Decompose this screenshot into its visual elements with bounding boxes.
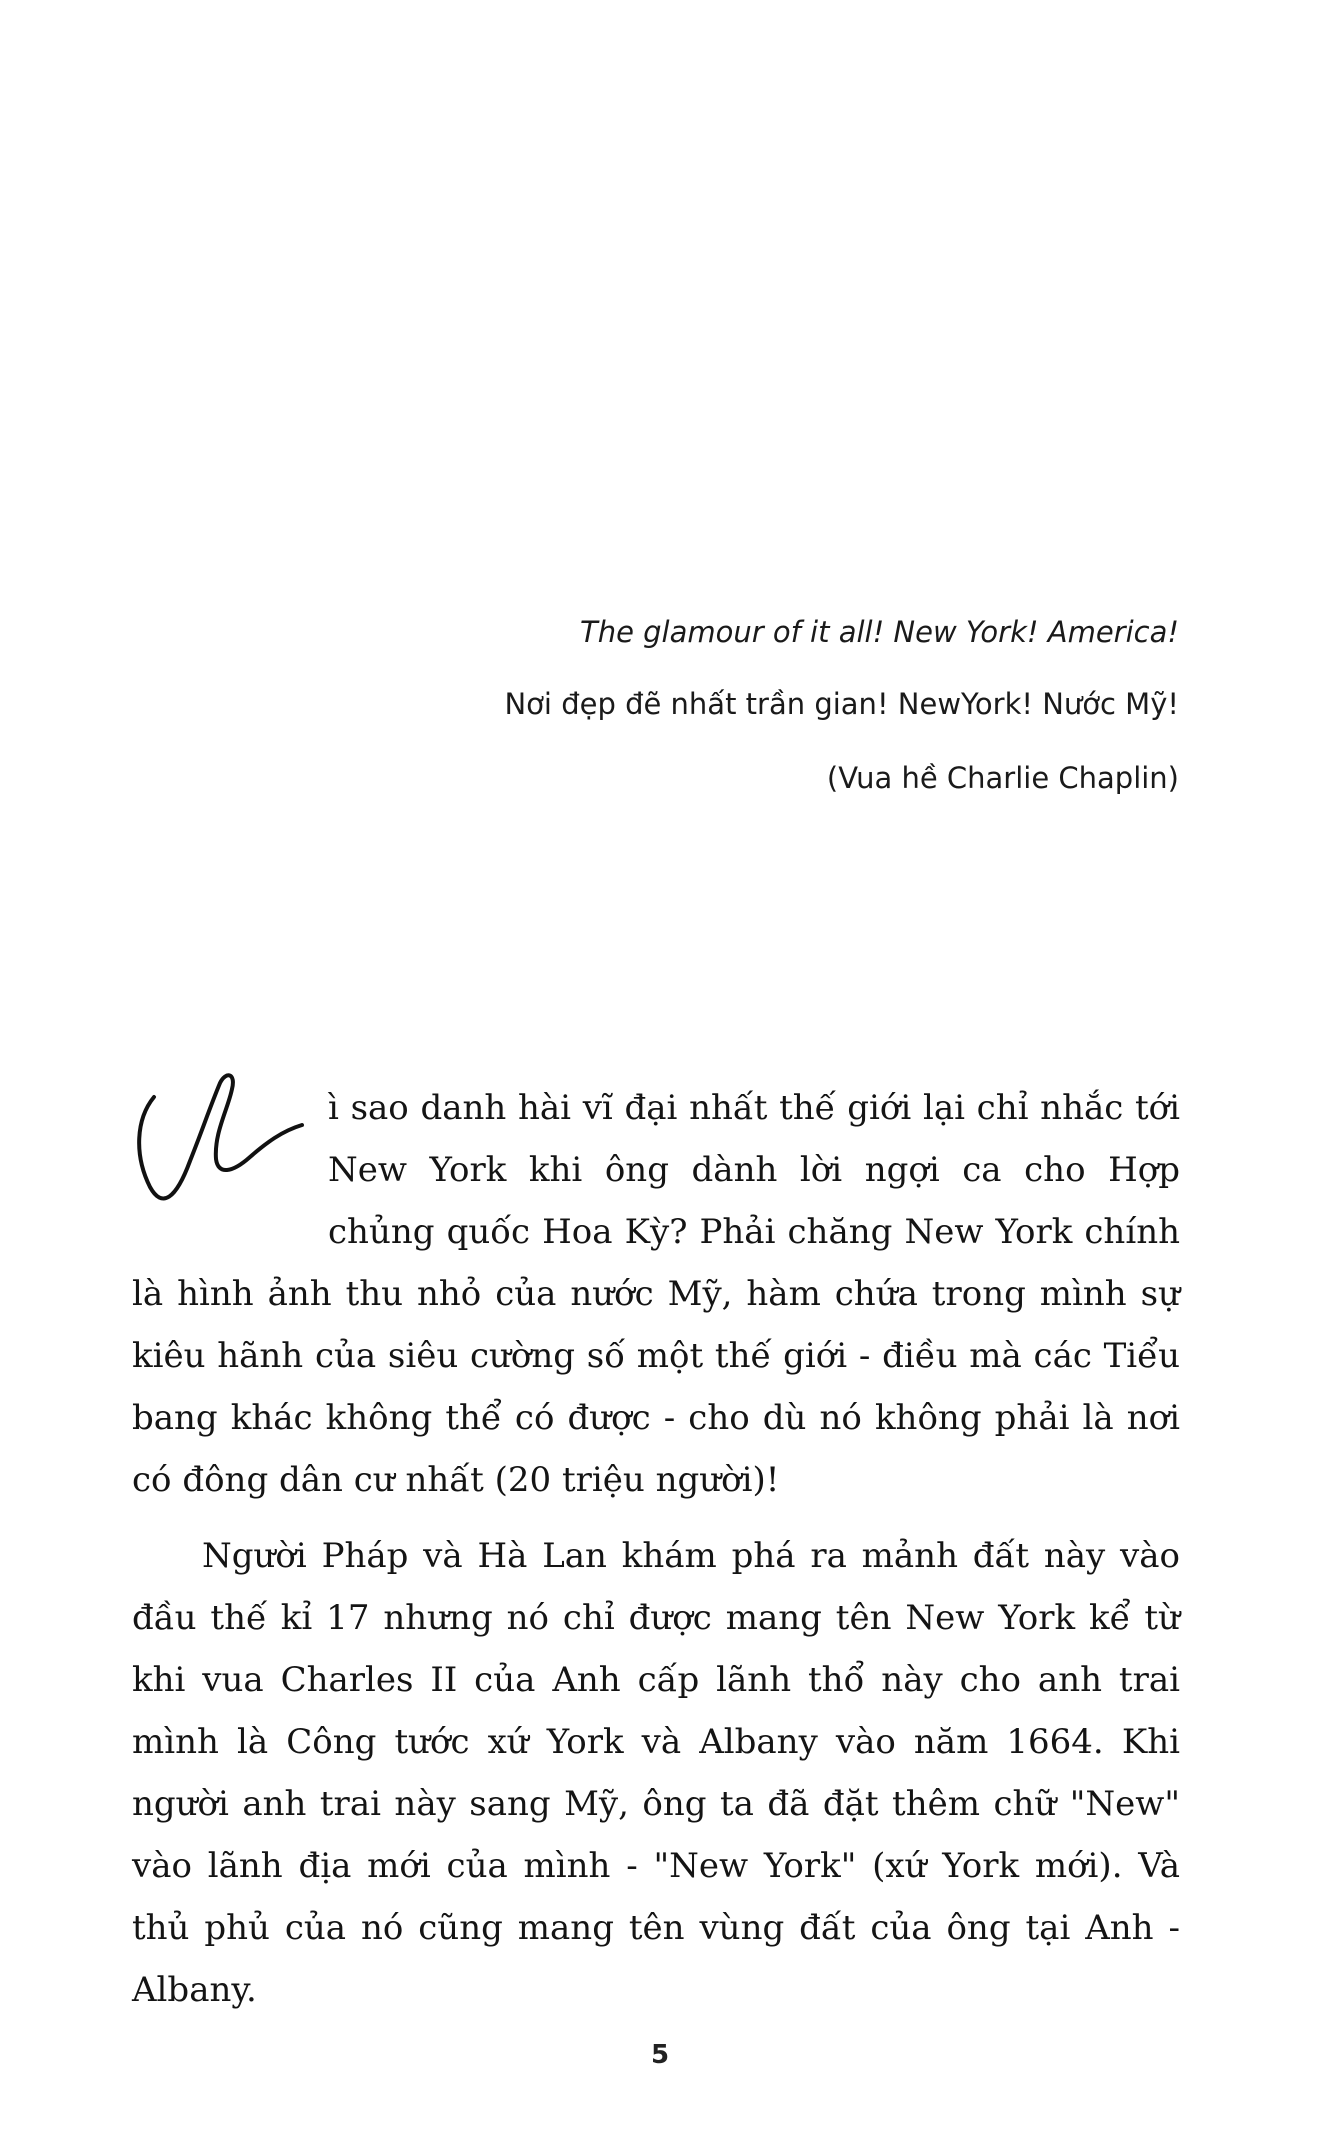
paragraph-1-text: ì sao danh hài vĩ đại nhất thế giới lại chỉ nhắc tới New York khi ông dành lời ngợi ca cho Hợp chủng quốc Hoa Kỳ? Phải chăng New York chính là hình ảnh thu nhỏ của nước Mỹ, hàm chứa trong mình sự kiêu hãnh của siêu cường số một thế giới - điều mà các Tiểu bang khác không thể có được - cho dù nó không phải là nơi có đông dân cư nhất (20 triệu người)! <box>132 1088 1180 1500</box>
epigraph-vietnamese: Nơi đẹp đẽ nhất trần gian! NewYork! Nước Mỹ! <box>504 687 1179 721</box>
paragraph-2: Người Pháp và Hà Lan khám phá ra mảnh đất này vào đầu thế kỉ 17 nhưng nó chỉ được mang tên New York kể từ khi vua Charles II của Anh cấp lãnh thổ này cho anh trai mình là Công tước xứ York và Albany vào năm 1664. Khi người anh trai này sang Mỹ, ông ta đã đặt thêm chữ "New" vào lãnh địa mới của mình - "New York" (xứ York mới). Và thủ phủ của nó cũng mang tên vùng đất của ông tại Anh - Albany. <box>132 1536 1180 2010</box>
epigraph <box>504 615 1179 795</box>
page-number: 5 <box>650 2040 670 2070</box>
epigraph-attribution: (Vua hề Charlie Chaplin) <box>826 761 1179 795</box>
drop-cap-letter <box>132 1069 322 1219</box>
article-body <box>132 1077 1180 2021</box>
epigraph-english: The glamour of it all! New York! America! <box>579 615 1179 649</box>
paragraph-1 <box>132 1077 1180 1511</box>
